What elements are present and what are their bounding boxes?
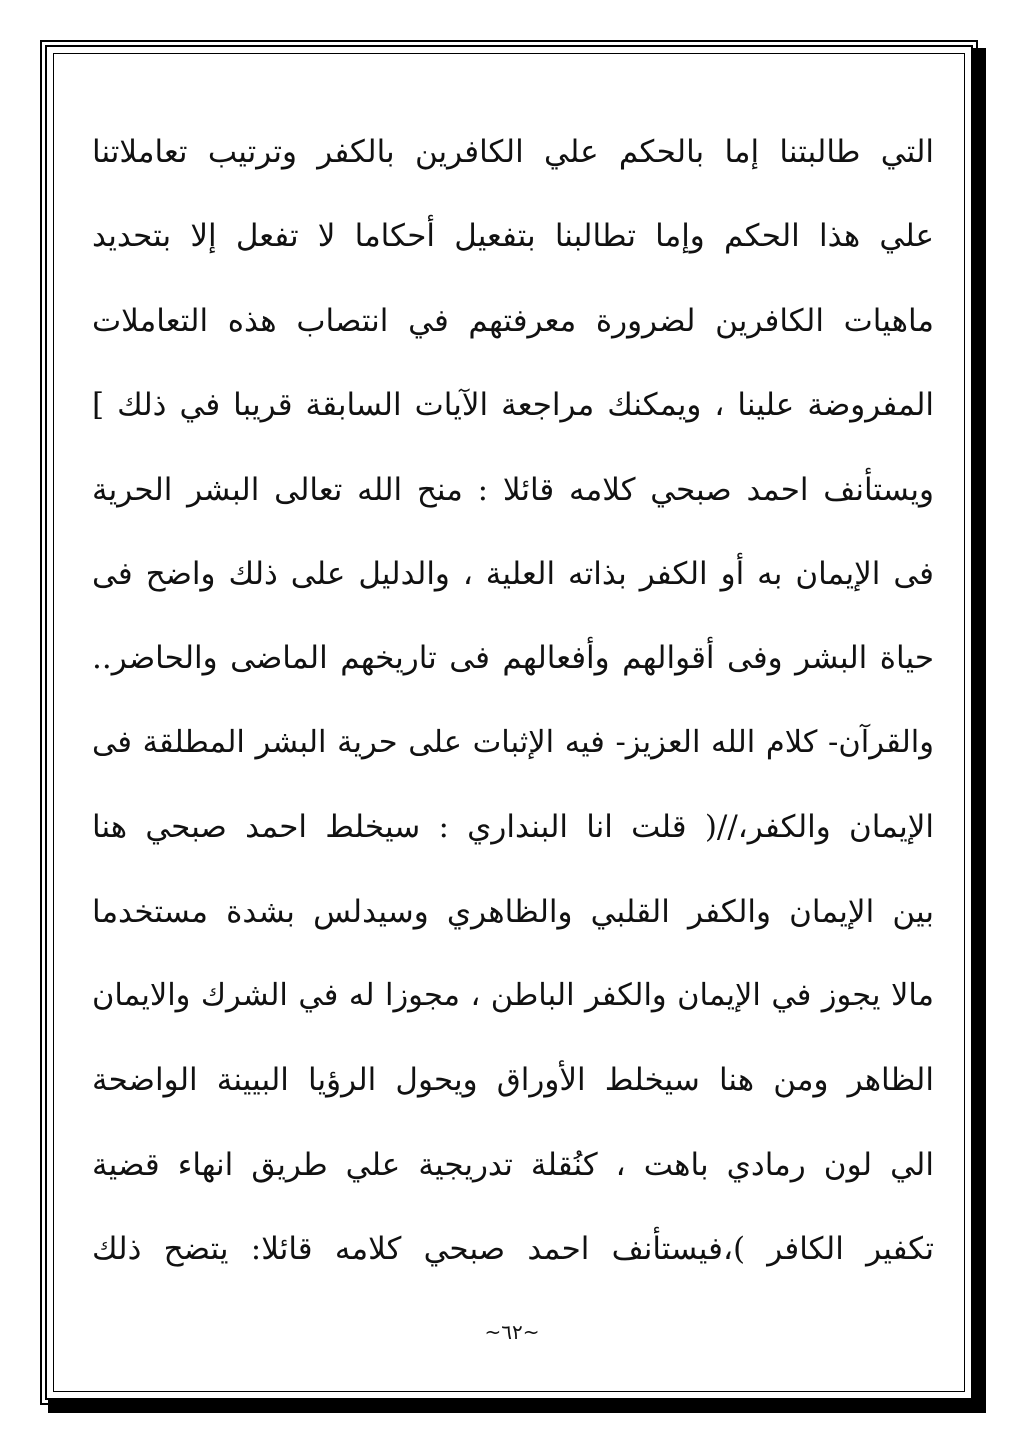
body-text xyxy=(92,110,934,1291)
text-line-5: ويستأنف احمد صبحي كلامه قائلا : منح الله تعالى البشر الحرية xyxy=(92,471,934,508)
text-line-1: التي طالبتنا إما بالحكم علي الكافرين بالكفر وترتيب تعاملاتنا xyxy=(92,134,934,170)
text-line-8: والقرآن- كلام الله العزيز- فيه الإثبات على حرية البشر المطلقة فى xyxy=(92,724,934,760)
text-line-3: ماهيات الكافرين لضرورة معرفتهم في انتصاب هذه التعاملات xyxy=(92,302,934,339)
page-number: ~٦٢~ xyxy=(484,1320,540,1344)
text-line-6: فى الإيمان به أو الكفر بذاته العلية ، والدليل على ذلك واضح فى xyxy=(92,555,934,592)
text-line-13: الي لون رمادي باهت ، كنُقلة تدريجية علي طريق انهاء قضية xyxy=(92,1146,934,1183)
text-line-12: الظاهر ومن هنا سيخلط الأوراق ويحول الرؤيا البيينة الواضحة xyxy=(92,1062,934,1099)
text-line-2: علي هذا الحكم وإما تطالبنا بتفعيل أحكاما لا تفعل إلا بتحديد xyxy=(92,218,934,255)
text-line-14: تكفير الكافر )،فيستأنف احمد صبحي كلامه قائلا: يتضح ذلك xyxy=(92,1231,934,1268)
text-line-10: بين الإيمان والكفر القلبي والظاهري وسيدلس بشدة مستخدما xyxy=(92,893,934,930)
text-line-7: حياة البشر وفى أقوالهم وأفعالهم فى تاريخهم الماضى والحاضر.. xyxy=(92,640,934,677)
text-line-11: مالا يجوز في الإيمان والكفر الباطن ، مجوزا له في الشرك والايمان xyxy=(92,977,934,1013)
text-line-9: الإيمان والكفر،//( قلت انا البنداري : سيخلط احمد صبحي هنا xyxy=(92,809,934,846)
text-line-4: المفروضة علينا ، ويمكنك مراجعة الآيات السابقة قريبا في ذلك ] xyxy=(92,387,934,424)
